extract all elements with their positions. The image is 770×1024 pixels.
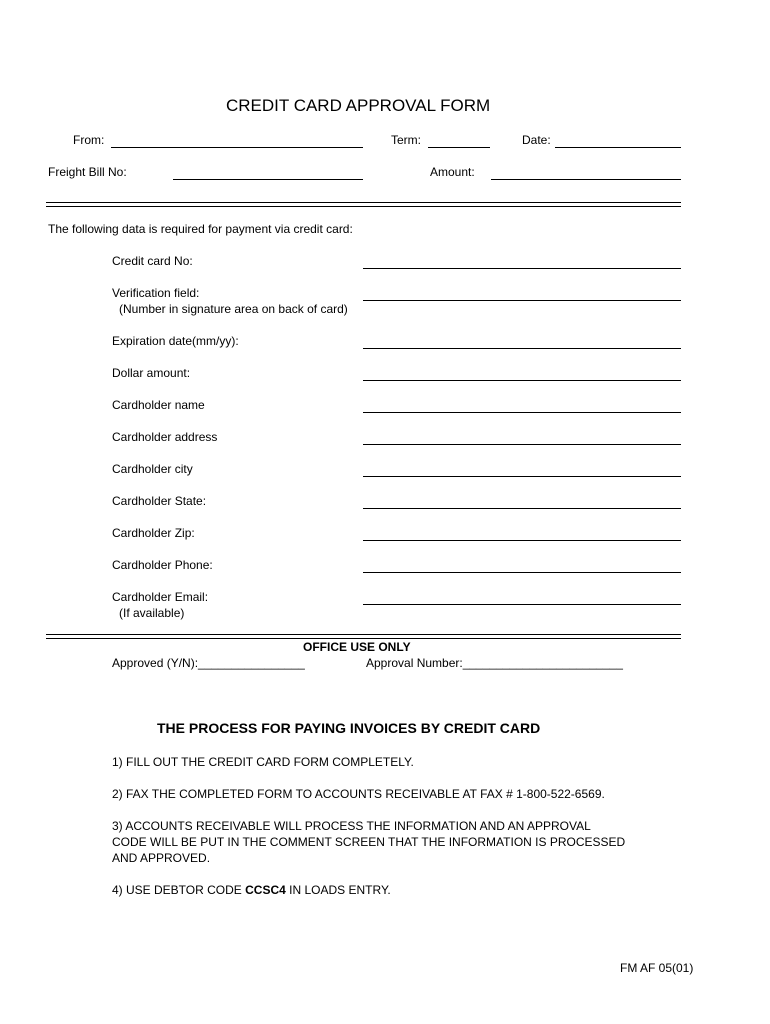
step-3-line-3: AND APPROVED. [112,851,211,865]
cardholder-email-label: Cardholder Email: [112,590,209,604]
step-3-line-1: 3) ACCOUNTS RECEIVABLE WILL PROCESS THE INFORMATION AND AN APPROVAL [112,819,591,833]
cardholder-email-field[interactable] [363,604,681,605]
cardholder-zip-field[interactable] [363,540,681,541]
cardholder-phone-field[interactable] [363,572,681,573]
expiration-label: Expiration date(mm/yy): [112,334,239,348]
cardholder-state-field[interactable] [363,508,681,509]
cardholder-city-field[interactable] [363,476,681,477]
form-code: FM AF 05(01) [620,961,694,975]
step-2: 2) FAX THE COMPLETED FORM TO ACCOUNTS RECEIVABLE AT FAX # 1-800-522-6569. [112,787,605,801]
from-field[interactable] [111,147,363,148]
term-label: Term: [391,133,421,147]
expiration-field[interactable] [363,348,681,349]
verification-note: (Number in signature area on back of card) [119,302,348,316]
verification-field[interactable] [363,300,681,301]
cardholder-address-field[interactable] [363,444,681,445]
amount-label: Amount: [430,165,475,179]
step-3-line-2: CODE WILL BE PUT IN THE COMMENT SCREEN THAT THE INFORMATION IS PROCESSED [112,835,626,849]
step-4-prefix: 4) USE DEBTOR CODE [112,883,246,897]
debtor-code: CCSC4 [245,883,286,897]
step-4 [112,883,391,897]
office-divider [46,634,681,639]
section-divider [46,202,681,207]
step-4-suffix: IN LOADS ENTRY. [285,883,391,897]
freight-bill-field[interactable] [173,179,363,180]
term-field[interactable] [428,147,490,148]
credit-card-no-field[interactable] [363,268,681,269]
cardholder-phone-label: Cardholder Phone: [112,558,213,572]
verification-label: Verification field: [112,286,200,300]
process-heading: THE PROCESS FOR PAYING INVOICES BY CREDIT CARD [157,720,541,736]
cardholder-name-label: Cardholder name [112,398,205,412]
cardholder-zip-label: Cardholder Zip: [112,526,195,540]
date-field[interactable] [555,147,681,148]
from-label: From: [73,133,105,147]
cardholder-state-label: Cardholder State: [112,494,207,508]
credit-card-no-label: Credit card No: [112,254,193,268]
approved-field[interactable]: Approved (Y/N):________________ [112,656,305,670]
form-title: CREDIT CARD APPROVAL FORM [226,96,491,115]
date-label: Date: [522,133,551,147]
cardholder-city-label: Cardholder city [112,462,193,476]
dollar-amount-field[interactable] [363,380,681,381]
freight-bill-label: Freight Bill No: [48,165,127,179]
cardholder-name-field[interactable] [363,412,681,413]
office-use-heading: OFFICE USE ONLY [303,640,411,654]
cardholder-email-note: (If available) [119,606,185,620]
cardholder-address-label: Cardholder address [112,430,218,444]
approval-number-field[interactable]: Approval Number:________________________ [366,656,623,670]
step-1: 1) FILL OUT THE CREDIT CARD FORM COMPLETELY. [112,755,414,769]
intro-text: The following data is required for payment via credit card: [48,222,353,236]
amount-field[interactable] [491,179,681,180]
dollar-amount-label: Dollar amount: [112,366,191,380]
